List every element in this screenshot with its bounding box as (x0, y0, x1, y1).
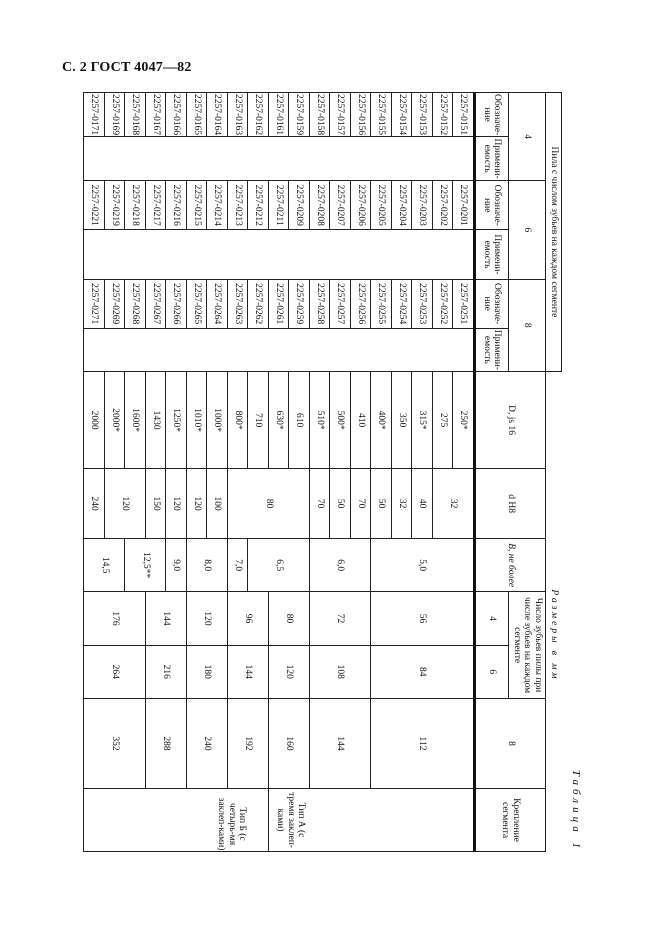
table-cell: 2000* (105, 371, 126, 468)
table-cell: 14,5 (84, 538, 125, 591)
table-cell: 120 (166, 469, 187, 539)
table-cell: 315* (412, 371, 433, 468)
table-cell: 8,0 (187, 538, 228, 591)
table-cell: 2257-0158 (310, 93, 331, 137)
group-6-header: 6 (509, 181, 546, 279)
table-cell: 2257-0206 (351, 181, 372, 230)
table-cell: 2257-0155 (371, 93, 392, 137)
table-cell: 510* (310, 371, 331, 468)
table-cell: 112 (371, 698, 475, 788)
group-4-header: 4 (509, 93, 546, 181)
table-cell: 144 (146, 592, 187, 645)
table-cell: 50 (330, 469, 351, 539)
table-cell: 2257-0171 (84, 93, 105, 137)
table-cell: 2257-0207 (330, 181, 351, 230)
table-cell: 2257-0166 (166, 93, 187, 137)
table-cell: 80 (228, 469, 310, 539)
table-cell: 2257-0154 (392, 93, 413, 137)
table-cell: 160 (269, 698, 310, 788)
table-cell: 2257-0159 (289, 93, 310, 137)
table-cell: 108 (310, 645, 372, 698)
table-cell: 2257-0216 (166, 181, 187, 230)
dimensions-table (84, 92, 563, 852)
applicability-6-header: Примени-емость (475, 230, 509, 279)
teeth-header: Число зубьев пилы при числе зубьев на каждом сегменте (509, 592, 546, 699)
table-cell: 1000* (207, 371, 228, 468)
table-cell: 2257-0157 (330, 93, 351, 137)
teeth-6-header: 6 (475, 645, 509, 698)
mount-type-a: Тип А (с тремя заклеп-ками) (269, 789, 475, 852)
table-cell: 50 (371, 469, 392, 539)
table-cell: 12,5** (125, 538, 166, 591)
table-cell: 2257-0263 (228, 279, 249, 328)
table-cell: 1430 (146, 371, 167, 468)
table-cell: 240 (187, 698, 228, 788)
table-cell: 630* (269, 371, 290, 468)
d-header: d H8 (475, 469, 546, 539)
table-cell: 2257-0168 (125, 93, 146, 137)
table-cell: 5,0 (371, 538, 475, 591)
table-cell: 56 (371, 592, 475, 645)
table-cell: 2257-0211 (269, 181, 290, 230)
mount-type-b: Тип Б (с четырь-мя заклеп-ками) (216, 797, 247, 851)
table-cell: 2257-0161 (269, 93, 290, 137)
B-header: B, не более (475, 538, 546, 591)
table-cell: 2257-0258 (310, 279, 331, 328)
table-cell: 70 (351, 469, 372, 539)
table-cell: 2257-0213 (228, 181, 249, 230)
table-cell: 216 (146, 645, 187, 698)
table-cell: 120 (187, 592, 228, 645)
table-cell: 84 (371, 645, 475, 698)
table-cell: 144 (228, 645, 269, 698)
table-cell: 2257-0221 (84, 181, 105, 230)
table-cell: 2257-0265 (187, 279, 208, 328)
table-cell: 288 (146, 698, 187, 788)
table-cell: 120 (187, 469, 208, 539)
table-cell: 2257-0153 (412, 93, 433, 137)
table-cell: 1010* (187, 371, 208, 468)
table-cell: 144 (310, 698, 372, 788)
table-cell: 800* (228, 371, 249, 468)
table-cell: 2257-0257 (330, 279, 351, 328)
table-cell: 2257-0164 (207, 93, 228, 137)
table-cell: 2257-0162 (248, 93, 269, 137)
designation-8-header: Обозначе-ние (475, 279, 509, 328)
table-cell: 2257-0219 (105, 181, 126, 230)
table-cell: 2257-0152 (433, 93, 454, 137)
table-cell: 2257-0253 (412, 279, 433, 328)
table-cell: 410 (351, 371, 372, 468)
table-cell: 150 (146, 469, 167, 539)
designation-4-header: Обозначе-ние (475, 93, 509, 137)
mount-header: Крепление сегмента (475, 789, 546, 852)
table-cell: 500* (330, 371, 351, 468)
table-cell: 2257-0267 (146, 279, 167, 328)
table-cell: 2257-0156 (351, 93, 372, 137)
table-cell: 250* (453, 371, 475, 468)
table-cell: 2257-0212 (248, 181, 269, 230)
applicability-4-header: Примени-емость (475, 137, 509, 181)
table-cell: 2257-0269 (105, 279, 126, 328)
table-cell: 7,0 (228, 538, 249, 591)
table-cell: 240 (84, 469, 105, 539)
table-cell: 2257-0165 (187, 93, 208, 137)
table-cell: 2257-0266 (166, 279, 187, 328)
table-cell: 2257-0215 (187, 181, 208, 230)
table-cell: 32 (392, 469, 413, 539)
table-cell: 2257-0209 (289, 181, 310, 230)
table-cell: 400* (371, 371, 392, 468)
table-cell: 2257-0268 (125, 279, 146, 328)
table-cell: 2257-0271 (84, 279, 105, 328)
table-cell: 1250* (166, 371, 187, 468)
table-cell: 2257-0202 (433, 181, 454, 230)
page-header: С. 2 ГОСТ 4047—82 (62, 60, 192, 75)
table-cell: 32 (433, 469, 475, 539)
rotated-table-area (67, 92, 582, 852)
table-cell: 2257-0255 (371, 279, 392, 328)
table-cell (84, 328, 475, 371)
table-cell: 192 (228, 698, 269, 788)
table-cell: 2257-0214 (207, 181, 228, 230)
sizes-header: Размеры в мм (548, 589, 559, 682)
group-8-header: 8 (509, 279, 546, 371)
table-cell: 2257-0169 (105, 93, 126, 137)
table-cell: 2257-0259 (289, 279, 310, 328)
saw-header: Пила с числом зубьев на каждом сегменте (546, 93, 562, 372)
table-cell: 2257-0151 (453, 93, 475, 137)
designation-6-header: Обозначе-ние (475, 181, 509, 230)
table-cell: 2000 (84, 371, 105, 468)
table-cell (84, 230, 475, 279)
table-cell: 275 (433, 371, 454, 468)
table-cell: 2257-0217 (146, 181, 167, 230)
table-cell: 176 (84, 592, 146, 645)
table-cell: 2257-0163 (228, 93, 249, 137)
table-cell: 2257-0262 (248, 279, 269, 328)
table-cell: 2257-0205 (371, 181, 392, 230)
table-cell: 70 (310, 469, 331, 539)
table-cell: 2257-0201 (453, 181, 475, 230)
table-cell: 264 (84, 645, 146, 698)
applicability-8-header: Примени-емость (475, 328, 509, 371)
table-cell: 2257-0252 (433, 279, 454, 328)
table-cell: 710 (248, 371, 269, 468)
table-cell: 2257-0261 (269, 279, 290, 328)
table-cell: 6,5 (248, 538, 310, 591)
table-cell: 40 (412, 469, 433, 539)
table-cell: 120 (269, 645, 310, 698)
table-cell: 352 (84, 698, 146, 788)
table-cell: 100 (207, 469, 228, 539)
table-cell: 9,0 (166, 538, 187, 591)
table-cell (84, 137, 475, 181)
teeth-4-header: 4 (475, 592, 509, 645)
table-cell: 2257-0251 (453, 279, 475, 328)
teeth-8-header: 8 (475, 698, 546, 788)
table-cell: 180 (187, 645, 228, 698)
table-cell: 350 (392, 371, 413, 468)
table-cell: 2257-0208 (310, 181, 331, 230)
table-cell: 610 (289, 371, 310, 468)
table-cell: 72 (310, 592, 372, 645)
table-cell: 1600* (125, 371, 146, 468)
table-cell: 2257-0218 (125, 181, 146, 230)
table-cell: 120 (105, 469, 146, 539)
table-cell: 2257-0167 (146, 93, 167, 137)
table-caption: Таблица 1 (570, 769, 582, 852)
table-cell: 80 (269, 592, 310, 645)
table-cell: 6,0 (310, 538, 372, 591)
table-cell: 96 (228, 592, 269, 645)
table-cell: 2257-0256 (351, 279, 372, 328)
table-cell: 2257-0264 (207, 279, 228, 328)
table-cell: 2257-0203 (412, 181, 433, 230)
table-cell: 2257-0254 (392, 279, 413, 328)
D-header: D, js 16 (475, 371, 546, 468)
table-cell: 2257-0204 (392, 181, 413, 230)
